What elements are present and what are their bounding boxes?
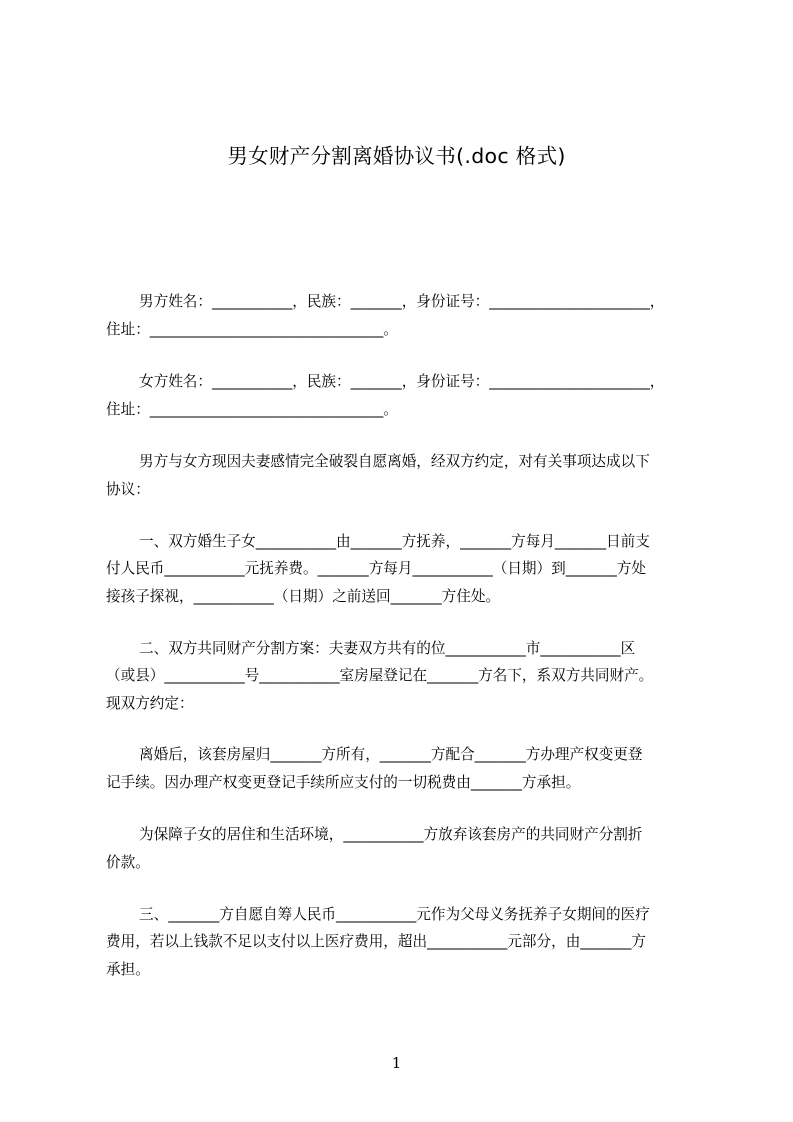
custody-line-2: 付人民币___________元抚养费。_______方每月___________（日期）到_______方处 xyxy=(106,560,646,577)
female-party-line-2: 住址：________________________________。 xyxy=(106,401,398,418)
waiver-line-2: 价款。 xyxy=(106,854,150,871)
page-number: 1 xyxy=(391,1054,402,1072)
custody-line-1: 一、双方婚生子女___________由_______方抚养，_______方每月_______日前支 xyxy=(139,533,650,550)
intro-line-1: 男方与女方现因夫妻感情完全破裂自愿离婚，经双方约定，对有关事项达成以下 xyxy=(139,453,650,470)
property-line-2: （或县）___________号___________室房屋登记在_______方名下，系双方共同财产。 xyxy=(106,667,654,684)
property-line-3: 现双方约定： xyxy=(106,695,194,712)
after-divorce-line-1: 离婚后，该套房屋归_______方所有，_______方配合_______方办理产权变更登 xyxy=(139,746,643,763)
property-line-1: 二、双方共同财产分割方案：夫妻双方共有的位___________市___________区 xyxy=(139,640,636,657)
document-title: 男女财产分割离婚协议书(.doc 格式) xyxy=(227,144,566,168)
medical-line-1: 三、_______方自愿自筹人民币___________元作为父母义务抚养子女期间的医疗 xyxy=(139,906,650,923)
female-party-line-1: 女方姓名：___________，民族：_______，身份证号：______________________， xyxy=(139,373,665,390)
custody-line-3: 接孩子探视，___________（日期）之前送回_______方住处。 xyxy=(106,588,501,605)
male-party-line-1: 男方姓名：___________，民族：_______，身份证号：______________________， xyxy=(139,293,665,310)
medical-line-2: 费用，若以上钱款不足以支付以上医疗费用，超出___________元部分，由_______方 xyxy=(106,933,646,950)
medical-line-3: 承担。 xyxy=(106,961,150,978)
male-party-line-2: 住址：________________________________。 xyxy=(106,321,398,338)
after-divorce-line-2: 记手续。因办理产权变更登记手续所应支付的一切税费由_______方承担。 xyxy=(106,774,581,791)
waiver-line-1: 为保障子女的居住和生活环境，___________方放弃该套房产的共同财产分割折 xyxy=(139,826,643,843)
intro-line-2: 协议： xyxy=(106,481,150,498)
